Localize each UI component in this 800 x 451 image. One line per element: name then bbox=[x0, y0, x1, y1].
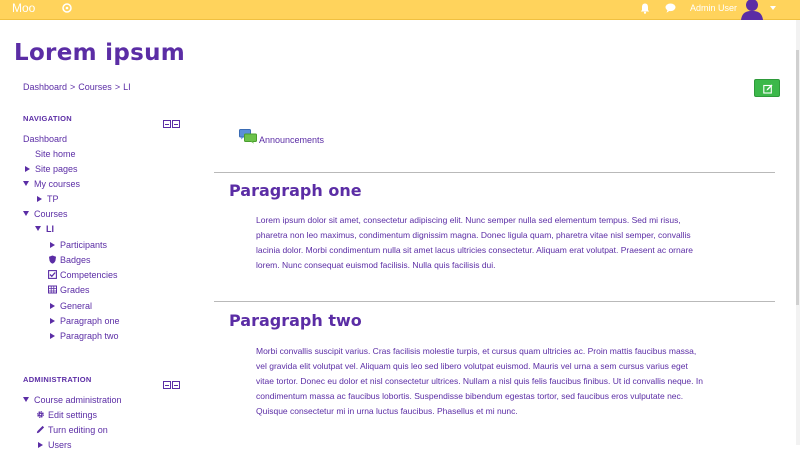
shield-icon bbox=[48, 255, 57, 264]
admin-users-label: Users bbox=[48, 440, 72, 450]
nav-grades-label: Grades bbox=[60, 285, 90, 295]
section-title-paragraph-two: Paragraph two bbox=[229, 311, 362, 330]
collapse-icon bbox=[23, 211, 29, 216]
nav-section-paragraph-two[interactable] bbox=[48, 330, 119, 342]
caret-down-icon[interactable] bbox=[770, 6, 776, 10]
nav-courses-label: Courses bbox=[34, 209, 68, 219]
checkbox-icon bbox=[48, 270, 57, 279]
breadcrumb-separator: > bbox=[70, 82, 76, 92]
minimize-icon[interactable] bbox=[163, 120, 171, 128]
nav-section-paragraph-one-label: Paragraph one bbox=[60, 316, 120, 326]
admin-course-administration[interactable] bbox=[23, 394, 122, 406]
dock-icon[interactable] bbox=[172, 120, 180, 128]
navigation-block-controls[interactable] bbox=[163, 115, 183, 124]
nav-competencies[interactable] bbox=[48, 269, 118, 281]
expand-icon bbox=[37, 196, 42, 202]
collapse-icon bbox=[23, 181, 29, 186]
table-icon bbox=[48, 285, 57, 294]
expand-icon bbox=[50, 303, 55, 309]
expand-icon bbox=[50, 242, 55, 248]
admin-edit-settings-label: Edit settings bbox=[48, 410, 98, 420]
expand-icon bbox=[25, 166, 30, 172]
nav-participants-label: Participants bbox=[60, 240, 108, 250]
nav-section-paragraph-one[interactable] bbox=[48, 315, 120, 327]
nav-participants[interactable] bbox=[48, 239, 107, 251]
nav-course-tp-label: TP bbox=[47, 194, 59, 204]
user-avatar-icon[interactable] bbox=[740, 0, 764, 20]
forum-icon bbox=[239, 129, 257, 144]
expand-icon bbox=[50, 333, 55, 339]
expand-icon bbox=[38, 442, 43, 448]
nav-course-li[interactable] bbox=[35, 223, 54, 235]
bell-icon[interactable] bbox=[640, 3, 650, 14]
nav-badges-label: Badges bbox=[60, 255, 91, 265]
breadcrumb-separator: > bbox=[114, 82, 121, 92]
collapse-icon bbox=[23, 397, 29, 402]
top-navbar bbox=[0, 0, 800, 20]
dock-icon[interactable] bbox=[172, 381, 180, 389]
admin-turn-editing-on-label: Turn editing on bbox=[48, 425, 108, 435]
page-scrollbar[interactable] bbox=[796, 20, 800, 445]
nav-my-courses[interactable] bbox=[23, 178, 80, 190]
nav-dashboard[interactable]: Dashboard bbox=[23, 134, 68, 144]
nav-section-general[interactable] bbox=[48, 300, 92, 312]
user-menu-name[interactable]: Admin User bbox=[690, 3, 738, 13]
announcements-label: Announcements bbox=[259, 135, 325, 145]
nav-course-tp[interactable] bbox=[35, 193, 59, 205]
nav-badges[interactable] bbox=[48, 254, 91, 266]
section-text-paragraph-one: Lorem ipsum dolor sit amet, consectetur adipiscing elit. Nunc semper nulla sed elementum tempus. Sed mi risus, pharetra non leo maximus, condimentum dignissim magna. Donec ligula quam, pharetra vitae nisl semper, convallis lacinia dolor. Morbi condimentum nulla sit amet lacus ultricies consectetur. Aliquam erat volutpat. Praesent ac ornare lorem. Nunc consequat euismod facilisis. Nulla quis facilisis dui. bbox=[256, 215, 694, 270]
section-title-paragraph-one: Paragraph one bbox=[229, 181, 362, 200]
breadcrumb bbox=[23, 82, 131, 92]
nav-courses[interactable] bbox=[23, 208, 68, 220]
page-title: Lorem ipsum bbox=[14, 40, 186, 66]
nav-my-courses-label: My courses bbox=[34, 179, 81, 189]
admin-turn-editing-on[interactable] bbox=[36, 424, 108, 436]
site-brand[interactable]: Moo bbox=[12, 1, 36, 15]
nav-site-home[interactable]: Site home bbox=[35, 149, 76, 159]
nav-site-pages[interactable] bbox=[23, 163, 78, 175]
nav-course-li-label: LI bbox=[46, 224, 54, 234]
breadcrumb-dashboard[interactable]: Dashboard bbox=[23, 82, 68, 92]
nav-section-general-label: General bbox=[60, 301, 93, 311]
chat-icon[interactable] bbox=[665, 3, 676, 13]
admin-course-administration-label: Course administration bbox=[34, 395, 122, 405]
section-divider bbox=[214, 301, 775, 302]
nav-grades[interactable] bbox=[48, 284, 90, 296]
expand-icon bbox=[50, 318, 55, 324]
administration-block-controls[interactable] bbox=[163, 376, 183, 385]
pencil-square-icon bbox=[763, 84, 773, 94]
nav-competencies-label: Competencies bbox=[60, 270, 118, 280]
breadcrumb-courses[interactable]: Courses bbox=[78, 82, 112, 92]
gear-icon bbox=[36, 410, 45, 419]
section-divider bbox=[214, 172, 775, 173]
crosshair-icon[interactable] bbox=[61, 2, 73, 14]
collapse-icon bbox=[35, 226, 41, 231]
admin-users[interactable] bbox=[36, 439, 72, 451]
nav-site-pages-label: Site pages bbox=[35, 164, 78, 174]
breadcrumb-course[interactable]: LI bbox=[123, 82, 131, 92]
section-text-paragraph-two: Morbi convallis suscipit varius. Cras facilisis molestie turpis, et cursus quam ultricies ac. Proin mattis faucibus massa, vel gravida elit volutpat vel. Aliquam quis leo sed libero volutpat euismod. Mauris vel urna a sem cursus varius eget vitae tortor. Donec eu dolor et nisl consectetur ultrices. Nullam a nisl quis felis faucibus finibus. Ut id convallis neque. In condimentum massa ac faucibus lobortis. Suspendisse bibendum egestas tortor, sed faucibus eros vulputate nec. Quisque consectetur mi in urna luctus faucibus. Phasellus et mi nunc. bbox=[256, 346, 703, 416]
nav-section-paragraph-two-label: Paragraph two bbox=[60, 331, 119, 341]
edit-button[interactable] bbox=[754, 79, 780, 97]
admin-edit-settings[interactable] bbox=[36, 409, 97, 421]
minimize-icon[interactable] bbox=[163, 381, 171, 389]
administration-block-title: ADMINISTRATION bbox=[23, 375, 92, 384]
pencil-icon bbox=[36, 425, 45, 434]
navigation-block-title: NAVIGATION bbox=[23, 114, 72, 123]
